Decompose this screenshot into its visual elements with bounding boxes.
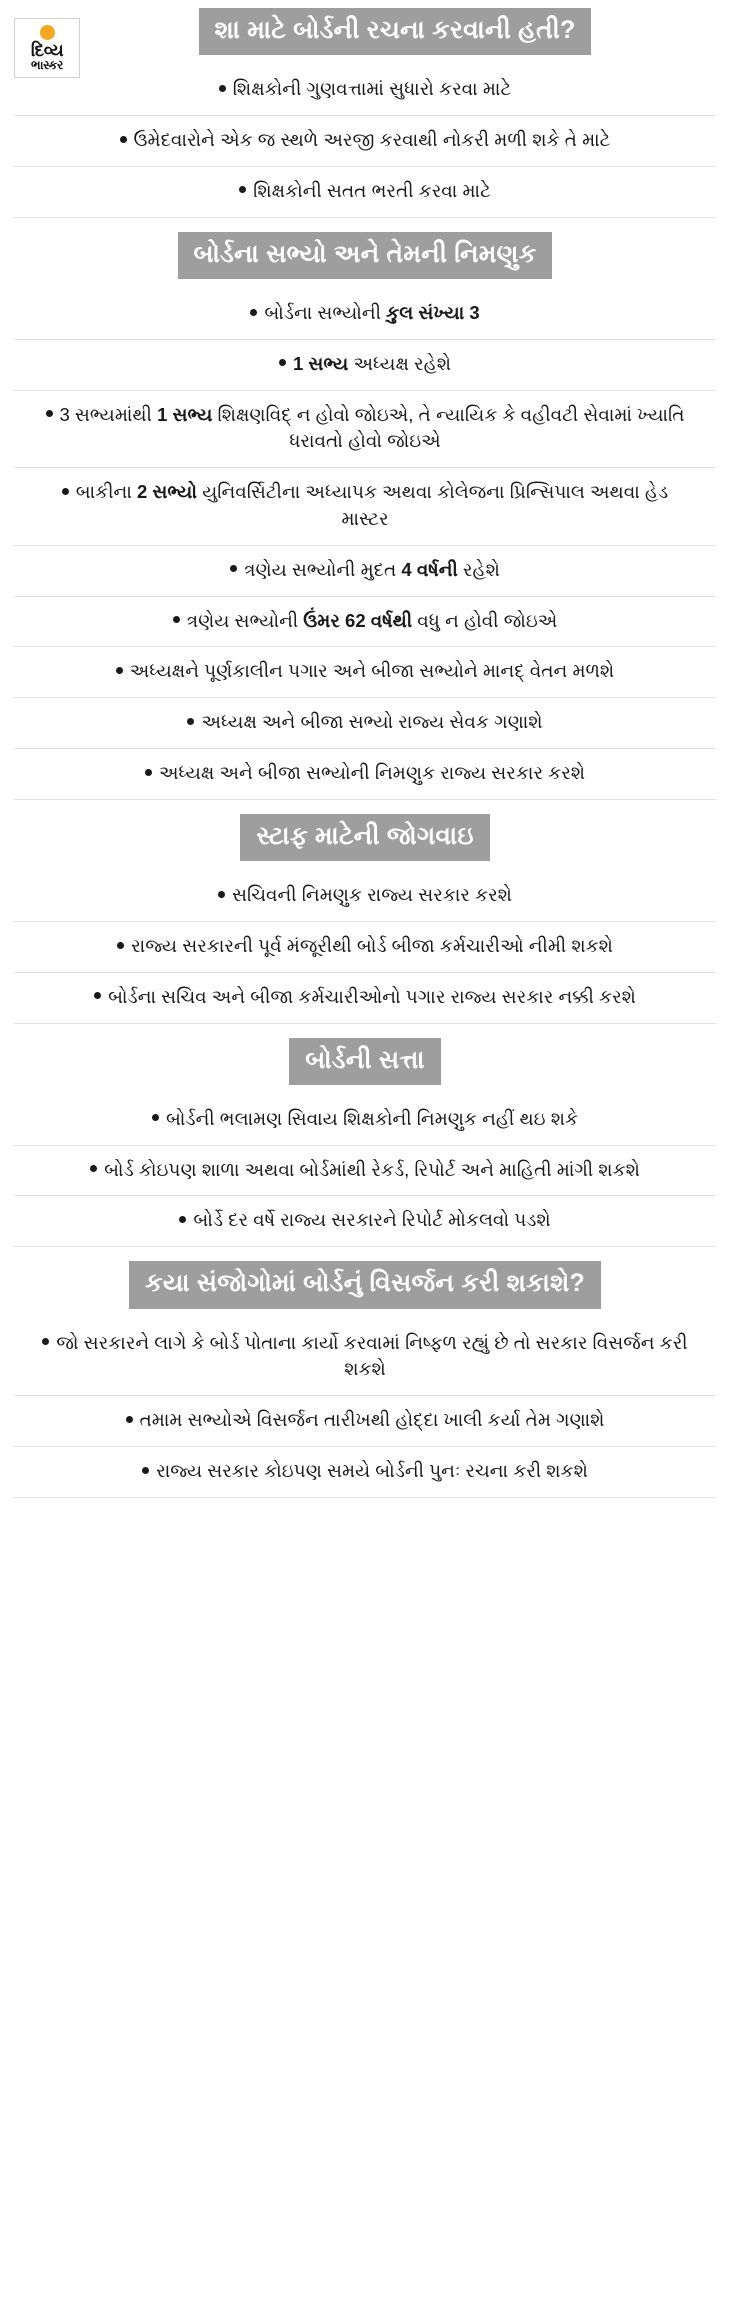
section-gap [0,218,730,232]
list-item [14,871,716,922]
section-heading: સ્ટાફ માટેની જોગવાઇ [240,814,489,861]
section-heading-wrap [0,232,730,279]
list-item-text: અધ્યક્ષ અને બીજા સભ્યો રાજ્ય સેવક ગણાશે [201,711,543,733]
bullet-dot-icon [142,1467,149,1474]
list-item-text: 1 સભ્ય અધ્યક્ષ રહેશે [292,352,452,374]
list-item-text: બાકીના 2 સભ્યો યુનિવર્સિટીના અધ્યાપક અથવા કોલેજના પ્રિન્સિપાલ અથવા હેડ માસ્ટર [75,481,669,529]
heading-list-gap [0,1085,730,1095]
bullet-dot-icon [126,1416,133,1423]
bullet-dot-icon [46,410,53,417]
bullet-dot-icon [218,891,225,898]
bullet-dot-icon [230,565,237,572]
heading-list-gap [0,279,730,289]
list-item [14,340,716,391]
section-heading: બોર્ડના સભ્યો અને તેમની નિમણુક [178,232,553,279]
list-item [14,289,716,340]
bullet-list [0,65,730,217]
section-heading-wrap [0,814,730,861]
list-item-text: રાજ્ય સરકાર કોઇપણ સમયે બોર્ડની પુનઃ રચના કરી શકશે [156,1459,588,1481]
bullet-list [0,871,730,1023]
list-item [14,468,716,546]
heading-list-gap [0,1309,730,1319]
bullet-dot-icon [62,488,69,495]
sections-container [0,8,730,1498]
list-item-text: અધ્યક્ષ અને બીજા સભ્યોની નિમણુક રાજ્ય સરકાર કરશે [158,762,586,784]
list-item-text: રાજ્ય સરકારની પૂર્વ મંજૂરીથી બોર્ડ બીજા કર્મચારીઓ નીમી શકશે [131,934,613,956]
section [0,8,730,218]
list-item [14,1196,716,1247]
bullet-dot-icon [250,309,257,316]
list-item [14,65,716,116]
list-item-text: 3 સભ્યમાંથી 1 સભ્ય શિક્ષણવિદ્ ન હોવો જોઇએ, તે ન્યાયિક કે વહીવટી સેવામાં ખ્યાતિ ધરાવતો હોવો જોઇએ [59,403,685,452]
list-item-text: ત્રણેય સભ્યોની મુદત 4 વર્ષની રહેશે [244,558,500,580]
bullet-dot-icon [279,359,286,366]
bullet-dot-icon [94,992,101,999]
bullet-dot-icon [117,942,124,949]
section-gap [0,1024,730,1038]
list-item-text: અધ્યક્ષને પૂર્ણકાલીન પગાર અને બીજા સભ્યોને માનદ્ વેતન મળશે [129,660,615,682]
sun-icon [40,25,55,40]
list-item [14,167,716,218]
bullet-dot-icon [145,769,152,776]
bullet-list [0,1095,730,1247]
list-item-text: શિક્ષકોની સતત ભરતી કરવા માટે [253,179,491,201]
list-item-text: બોર્ડે દર વર્ષે રાજ્ય સરકારને રિપોર્ટ મોકલવો પડશે [193,1209,551,1231]
bullet-dot-icon [152,1114,159,1121]
list-item [14,1146,716,1197]
logo-line-2: ભાસ્કર [31,57,63,72]
bullet-dot-icon [42,1338,49,1345]
list-item-text: ઉમેદવારોને એક જ સ્થળે અરજી કરવાથી નોકરી મળી શકે તે માટે [133,129,611,151]
list-item [14,749,716,800]
list-item [14,116,716,167]
list-item [14,546,716,597]
heading-list-gap [0,861,730,871]
list-item [14,391,716,469]
list-item-text: જો સરકારને લાગે કે બોર્ડ પોતાના કાર્યો કરવામાં નિષ્ફળ રહ્યું છે તો સરકાર વિસર્જન કરી શકશે [56,1331,688,1380]
logo-line-1: દિવ્ય [30,40,64,60]
list-item-text: બોર્ડના સભ્યોની કુલ સંખ્યા 3 [264,301,480,323]
bullet-list [0,289,730,800]
list-item-text: બોર્ડની ભલામણ સિવાય શિક્ષકોની નિમણુક નહીં થઇ શકે [165,1107,579,1129]
list-item-text: તમામ સભ્યોએ વિસર્જન તારીખથી હોદ્દા ખાલી કર્યા તેમ ગણાશે [139,1409,605,1431]
bullet-dot-icon [120,136,127,143]
section-heading: બોર્ડની સત્તા [289,1038,440,1085]
list-item [14,1095,716,1146]
bullet-dot-icon [173,616,180,623]
list-item-text: શિક્ષકોની ગુણવત્તામાં સુધારો કરવા માટે [232,78,512,100]
bullet-dot-icon [116,667,123,674]
section-heading-wrap [0,1038,730,1085]
list-item-text: બોર્ડના સચિવ અને બીજા કર્મચારીઓનો પગાર રાજ્ય સરકાર નક્કી કરશે [108,985,636,1007]
list-item [14,1396,716,1447]
list-item-text: બોર્ડ કોઇપણ શાળા અથવા બોર્ડમાંથી રેકર્ડ, રિપોર્ટ અને માહિતી માંગી શકશે [104,1158,640,1180]
list-item [14,922,716,973]
section [0,800,730,1024]
list-item [14,597,716,648]
section-heading: શા માટે બોર્ડની રચના કરવાની હતી? [199,8,592,55]
section [0,1024,730,1248]
list-item [14,1447,716,1498]
list-item [14,647,716,698]
bullet-dot-icon [187,718,194,725]
list-item [14,973,716,1024]
section-gap [0,1247,730,1261]
heading-list-gap [0,55,730,65]
bullet-dot-icon [90,1165,97,1172]
list-item-text: ત્રણેય સભ્યોની ઉંમર 62 વર્ષથી વધુ ન હોવી જોઇએ [186,609,558,631]
section [0,1247,730,1498]
section-gap [0,800,730,814]
bullet-dot-icon [179,1216,186,1223]
bullet-list [0,1319,730,1498]
section-heading-wrap [0,1261,730,1308]
list-item [14,698,716,749]
list-item [14,1319,716,1397]
section [0,218,730,800]
bullet-dot-icon [239,186,246,193]
section-heading-wrap [0,8,730,55]
bullet-dot-icon [219,85,226,92]
list-item-text: સચિવની નિમણુક રાજ્ય સરકાર કરશે [232,884,512,906]
section-heading: કયા સંજોગોમાં બોર્ડનું વિસર્જન કરી શકાશે? [129,1261,601,1308]
